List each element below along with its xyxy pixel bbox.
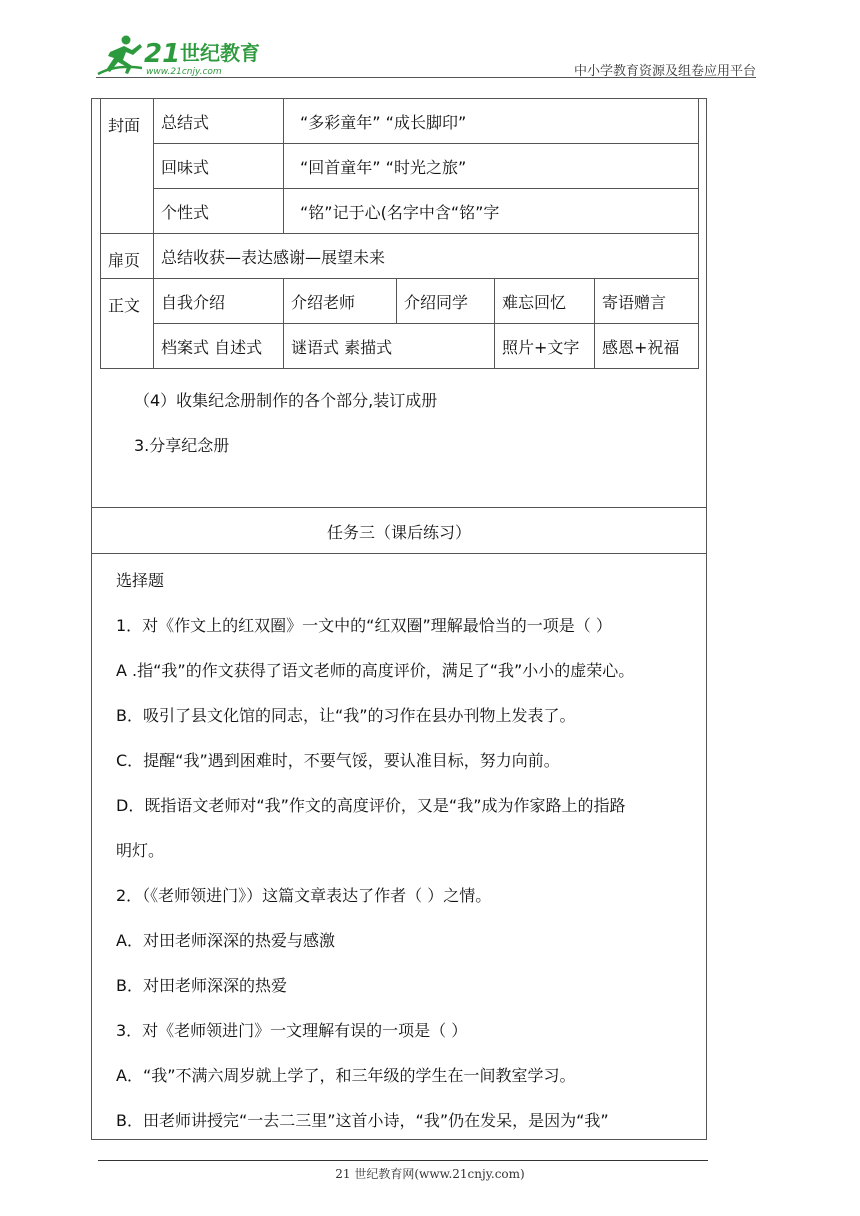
table-cell: 照片+文字 bbox=[495, 324, 595, 369]
question-line: B．对田老师深深的热爱 bbox=[116, 976, 287, 995]
table-cell: 介绍老师 bbox=[284, 279, 397, 324]
table-cell: 自我介绍 bbox=[154, 279, 284, 324]
table-cell: 感恩+祝福 bbox=[595, 324, 699, 369]
logo-number: 21 bbox=[144, 39, 181, 69]
table-cell: 档案式 自述式 bbox=[154, 324, 284, 369]
header-title: 中小学教育资源及组卷应用平台 bbox=[573, 64, 756, 79]
question-line: 明灯。 bbox=[116, 841, 165, 860]
footer-divider bbox=[98, 1160, 708, 1161]
task-divider-top bbox=[91, 507, 707, 508]
question-line: C．提醒“我”遇到困难时，不要气馁，要认准目标，努力向前。 bbox=[116, 751, 560, 770]
table-row bbox=[101, 279, 699, 324]
step-4-text: （4）收集纪念册制作的各个部分,装订成册 bbox=[134, 391, 438, 410]
table-row bbox=[101, 324, 699, 369]
site-logo bbox=[96, 34, 266, 78]
category-cell: 扉页 bbox=[101, 234, 154, 279]
question-line: B．田老师讲授完“一去二三里”这首小诗，“我”仍在发呆，是因为“我” bbox=[116, 1111, 609, 1130]
question-line: D．既指语文老师对“我”作文的高度评价，又是“我”成为作家路上的指路 bbox=[116, 796, 626, 815]
task-title: 任务三（课后练习） bbox=[326, 523, 471, 542]
table-cell: 谜语式 素描式 bbox=[284, 324, 495, 369]
question-line: 1．对《作文上的红双圈》一文中的“红双圈”理解最恰当的一项是（ ） bbox=[116, 616, 612, 635]
frame-right-border-segment bbox=[706, 98, 707, 508]
logo-runner-icon bbox=[96, 34, 266, 78]
table-row bbox=[101, 144, 699, 189]
logo-cn-text: 世纪教育 bbox=[180, 41, 260, 65]
table-cell: 总结收获—表达感谢—展望未来 bbox=[154, 234, 699, 279]
table-cell: 难忘回忆 bbox=[495, 279, 595, 324]
question-line: 2．（《老师领进门》）这篇文章表达了作者（ ）之情。 bbox=[116, 886, 492, 905]
category-cell: 封面 bbox=[101, 99, 154, 234]
table-row bbox=[101, 189, 699, 234]
memorial-book-plan-table bbox=[100, 98, 699, 369]
section-heading: 选择题 bbox=[116, 571, 165, 590]
table-cell: “铭”记于心(名字中含“铭”字 bbox=[284, 189, 699, 234]
header-divider bbox=[96, 77, 756, 78]
table-cell: 介绍同学 bbox=[397, 279, 495, 324]
table-cell: 总结式 bbox=[154, 99, 284, 144]
table-cell: “多彩童年” “成长脚印” bbox=[284, 99, 699, 144]
question-line: B．吸引了县文化馆的同志，让“我”的习作在县办刊物上发表了。 bbox=[116, 706, 576, 725]
table-row bbox=[101, 234, 699, 279]
table-cell: 寄语赠言 bbox=[595, 279, 699, 324]
table-row bbox=[101, 99, 699, 144]
table-cell: “回首童年” “时光之旅” bbox=[284, 144, 699, 189]
table-cell: 个性式 bbox=[154, 189, 284, 234]
table-cell: 回味式 bbox=[154, 144, 284, 189]
logo-url: www.21cnjy.com bbox=[146, 67, 222, 77]
page-header bbox=[0, 0, 860, 80]
task-divider-bottom bbox=[91, 553, 707, 554]
question-line: A．对田老师深深的热爱与感激 bbox=[116, 931, 335, 950]
footer-text: 21 世纪教育网(www.21cnjy.com) bbox=[335, 1167, 525, 1181]
question-line: 3．对《老师领进门》一文理解有误的一项是（ ） bbox=[116, 1021, 468, 1040]
question-line: A .指“我”的作文获得了语文老师的高度评价，满足了“我”小小的虚荣心。 bbox=[116, 661, 635, 680]
category-cell: 正文 bbox=[101, 279, 154, 369]
step-3-text: 3.分享纪念册 bbox=[134, 436, 230, 455]
question-line: A．“我”不满六周岁就上学了，和三年级的学生在一间教室学习。 bbox=[116, 1066, 576, 1085]
